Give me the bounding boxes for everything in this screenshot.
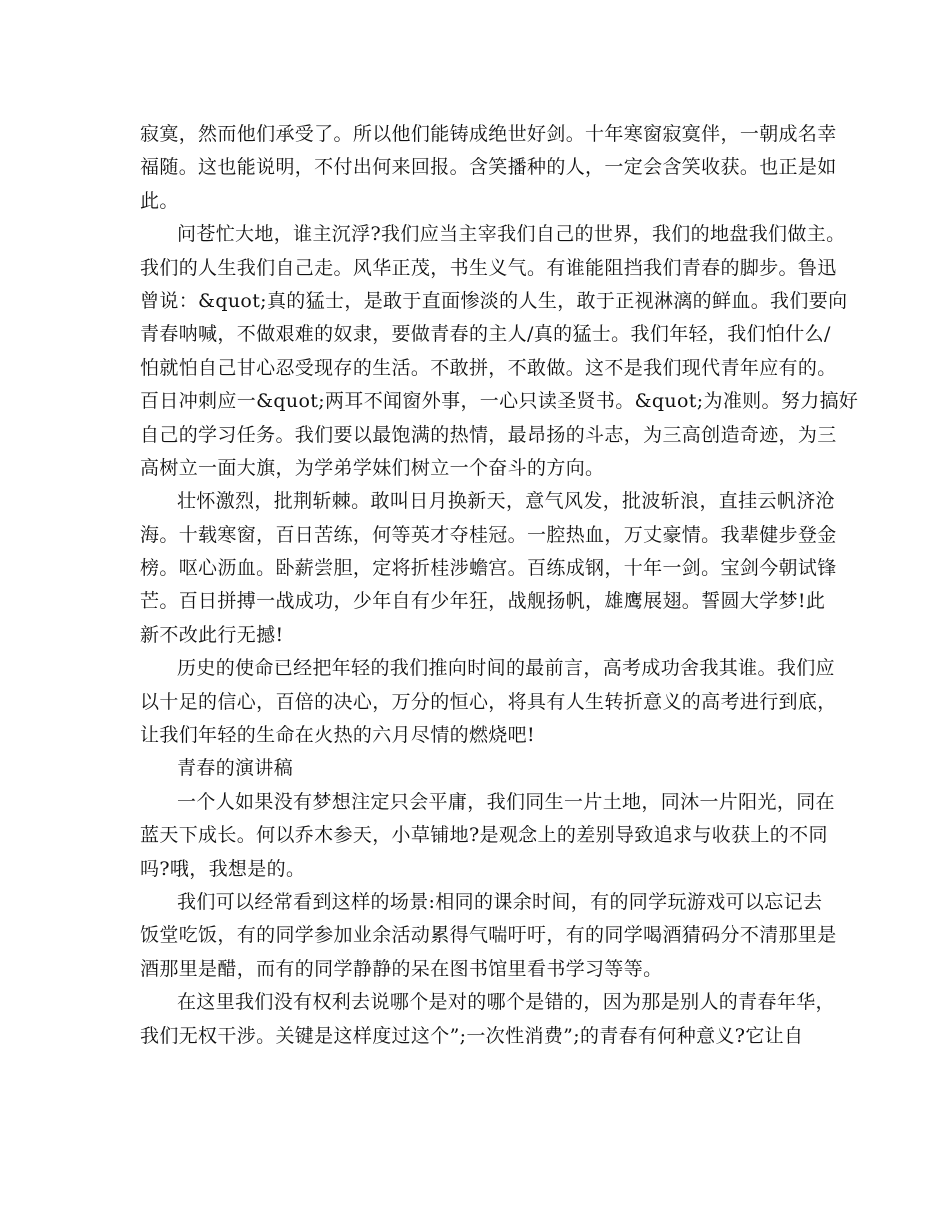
text-line: 怕就怕自己甘心忍受现存的生活。不敢拼，不敢做。这不是我们现代青年应有的。 <box>140 356 837 379</box>
text-line: 高树立一面大旗，为学弟学妹们树立一个奋斗的方向。 <box>140 456 605 479</box>
text-line: 我们无权干涉。关键是这样度过这个”;一次性消费”;的青春有何种意义?它让自 <box>140 1024 804 1047</box>
text-line: 此。 <box>140 189 179 212</box>
text-line: 以十足的信心，百倍的决心，万分的恒心，将具有人生转折意义的高考进行到底， <box>140 690 837 713</box>
text-line: 青春呐喊，不做艰难的奴隶，要做青春的主人/真的猛士。我们年轻，我们怕什么/ <box>140 323 831 346</box>
text-line: 历史的使命已经把年轻的我们推向时间的最前言，高考成功舍我其谁。我们应 <box>177 657 835 680</box>
text-line: 吗?哦，我想是的。 <box>140 857 306 880</box>
text-line: 酒那里是醋，而有的同学静静的呆在图书馆里看书学习等等。 <box>140 957 663 980</box>
text-line: 福随。这也能说明，不付出何来回报。含笑播种的人，一定会含笑收获。也正是如 <box>140 156 837 179</box>
text-line: 海。十载寒窗，百日苦练，何等英才夺桂冠。一腔热血，万丈豪情。我辈健步登金 <box>140 523 837 546</box>
text-line: 壮怀激烈，批荆斩棘。敢叫日月换新天，意气风发，批波斩浪，直挂云帆济沧 <box>177 490 835 513</box>
text-line: 蓝天下成长。何以乔木参天，小草铺地?是观念上的差别导致追求与收获上的不同 <box>140 824 828 847</box>
text-line: 曾说：&quot;真的猛士，是敢于直面惨淡的人生，敢于正视淋漓的鲜血。我们要向 <box>140 289 848 312</box>
text-line: 问苍忙大地，谁主沉浮?我们应当主宰我们自己的世界，我们的地盘我们做主。 <box>177 223 846 246</box>
text-line: 百日冲刺应一&quot;两耳不闻窗外事，一心只读圣贤书。&quot;为准则。努力搞好 <box>140 390 859 413</box>
text-line: 一个人如果没有梦想注定只会平庸，我们同生一片土地，同沐一片阳光，同在 <box>177 790 835 813</box>
text-line: 在这里我们没有权利去说哪个是对的哪个是错的，因为那是别人的青春年华， <box>177 991 835 1014</box>
text-line: 新不改此行无撼! <box>140 623 284 646</box>
text-line: 让我们年轻的生命在火热的六月尽情的燃烧吧! <box>140 724 535 747</box>
text-line: 青春的演讲稿 <box>177 757 294 780</box>
document-page <box>140 118 859 1053</box>
text-line: 芒。百日拼搏一战成功，少年自有少年狂，战舰扬帆，雄鹰展翅。誓圆大学梦!此 <box>140 590 826 613</box>
text-line: 自己的学习任务。我们要以最饱满的热情，最昂扬的斗志，为三高创造奇迹，为三 <box>140 423 837 446</box>
text-line: 我们可以经常看到这样的场景:相同的课余时间，有的同学玩游戏可以忘记去 <box>177 890 823 913</box>
text-line: 我们的人生我们自己走。风华正茂，书生义气。有谁能阻挡我们青春的脚步。鲁迅 <box>140 256 837 279</box>
text-line: 榜。呕心沥血。卧薪尝胆，定将折桂涉蟾宫。百练成钢，十年一剑。宝剑今朝试锋 <box>140 557 837 580</box>
text-line: 饭堂吃饭，有的同学参加业余活动累得气喘吁吁，有的同学喝酒猜码分不清那里是 <box>140 924 837 947</box>
text-line: 寂寞，然而他们承受了。所以他们能铸成绝世好剑。十年寒窗寂寞伴，一朝成名幸 <box>140 123 837 145</box>
